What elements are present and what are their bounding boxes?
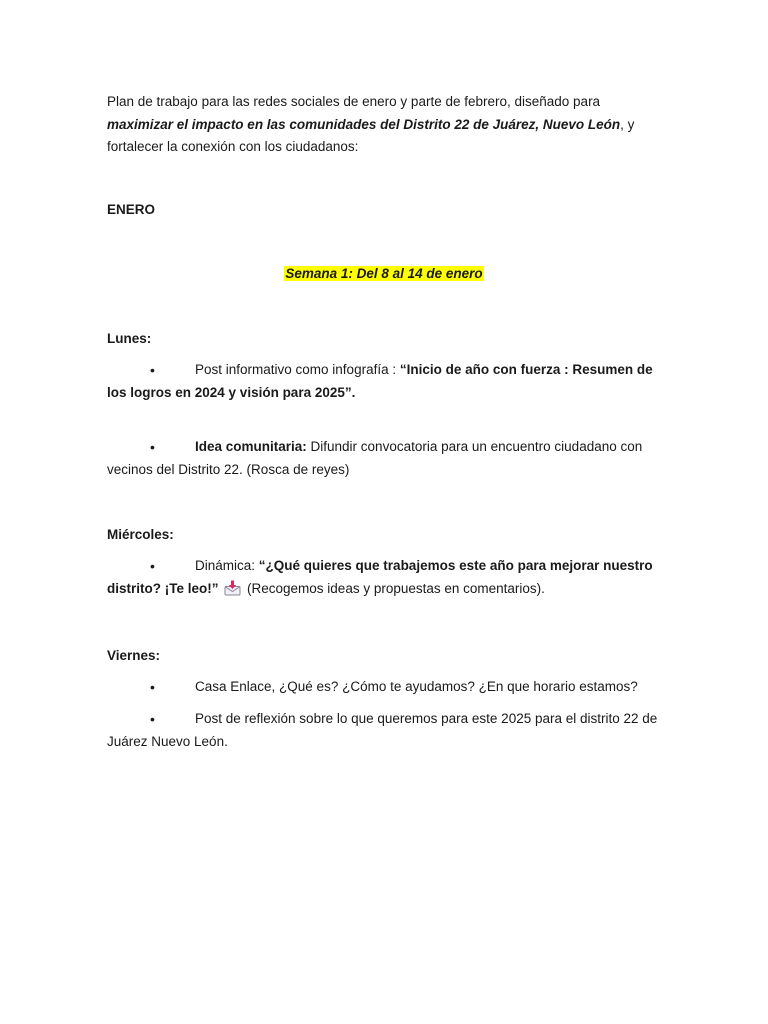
envelope-download-icon — [224, 580, 241, 604]
week-heading — [0, 264, 768, 284]
week-heading-text: Semana 1: Del 8 al 14 de enero — [285, 266, 483, 281]
item-bold-text: “Inicio de año con fuerza : Resumen de los logros en 2024 y visión para 2025”. — [107, 362, 653, 400]
bullet-marker: • — [150, 439, 155, 455]
intro-emphasis: maximizar el impacto en las comunidades del Distrito 22 de Juárez, Nuevo León — [107, 116, 621, 132]
day-heading-friday: Viernes: — [107, 648, 161, 663]
item-bold-text: Idea comunitaria: — [195, 439, 307, 454]
list-item-wednesday-1 — [107, 555, 667, 603]
bullet-marker: • — [150, 711, 155, 727]
bullet-marker: • — [150, 679, 155, 695]
day-heading-monday: Lunes: — [107, 331, 152, 346]
list-item-friday-2: Post de reflexión sobre lo que queremos para este 2025 para el distrito 22 de Juárez Nuevo León. — [107, 711, 658, 749]
intro-text: Plan de trabajo para las redes sociales de enero y parte de febrero, diseñado para — [107, 94, 601, 109]
item-text: Post informativo como infografía : — [195, 362, 400, 377]
month-heading: ENERO — [107, 202, 156, 217]
list-item-friday-1: Casa Enlace, ¿Qué es? ¿Cómo te ayudamos? ¿En que horario estamos? — [195, 679, 638, 694]
list-item-monday-1 — [107, 359, 667, 404]
item-bold-text: “¿Qué quieres que trabajemos este año para mejorar nuestro distrito? ¡Te leo!” — [107, 558, 653, 596]
day-heading-wednesday: Miércoles: — [107, 527, 174, 542]
list-item-monday-2 — [107, 436, 667, 481]
item-text: Dinámica: — [195, 558, 259, 573]
item-text: (Recogemos ideas y propuestas en comentarios). — [243, 580, 545, 596]
bullet-marker: • — [150, 362, 155, 378]
intro-paragraph — [107, 91, 667, 159]
item-text: Difundir convocatoria para un encuentro ciudadano con vecinos del Distrito 22. (Rosca de reyes) — [107, 439, 643, 477]
intro-text-end: , y fortalecer la conexión con los ciudadanos: — [107, 116, 635, 154]
bullet-marker: • — [150, 558, 155, 574]
